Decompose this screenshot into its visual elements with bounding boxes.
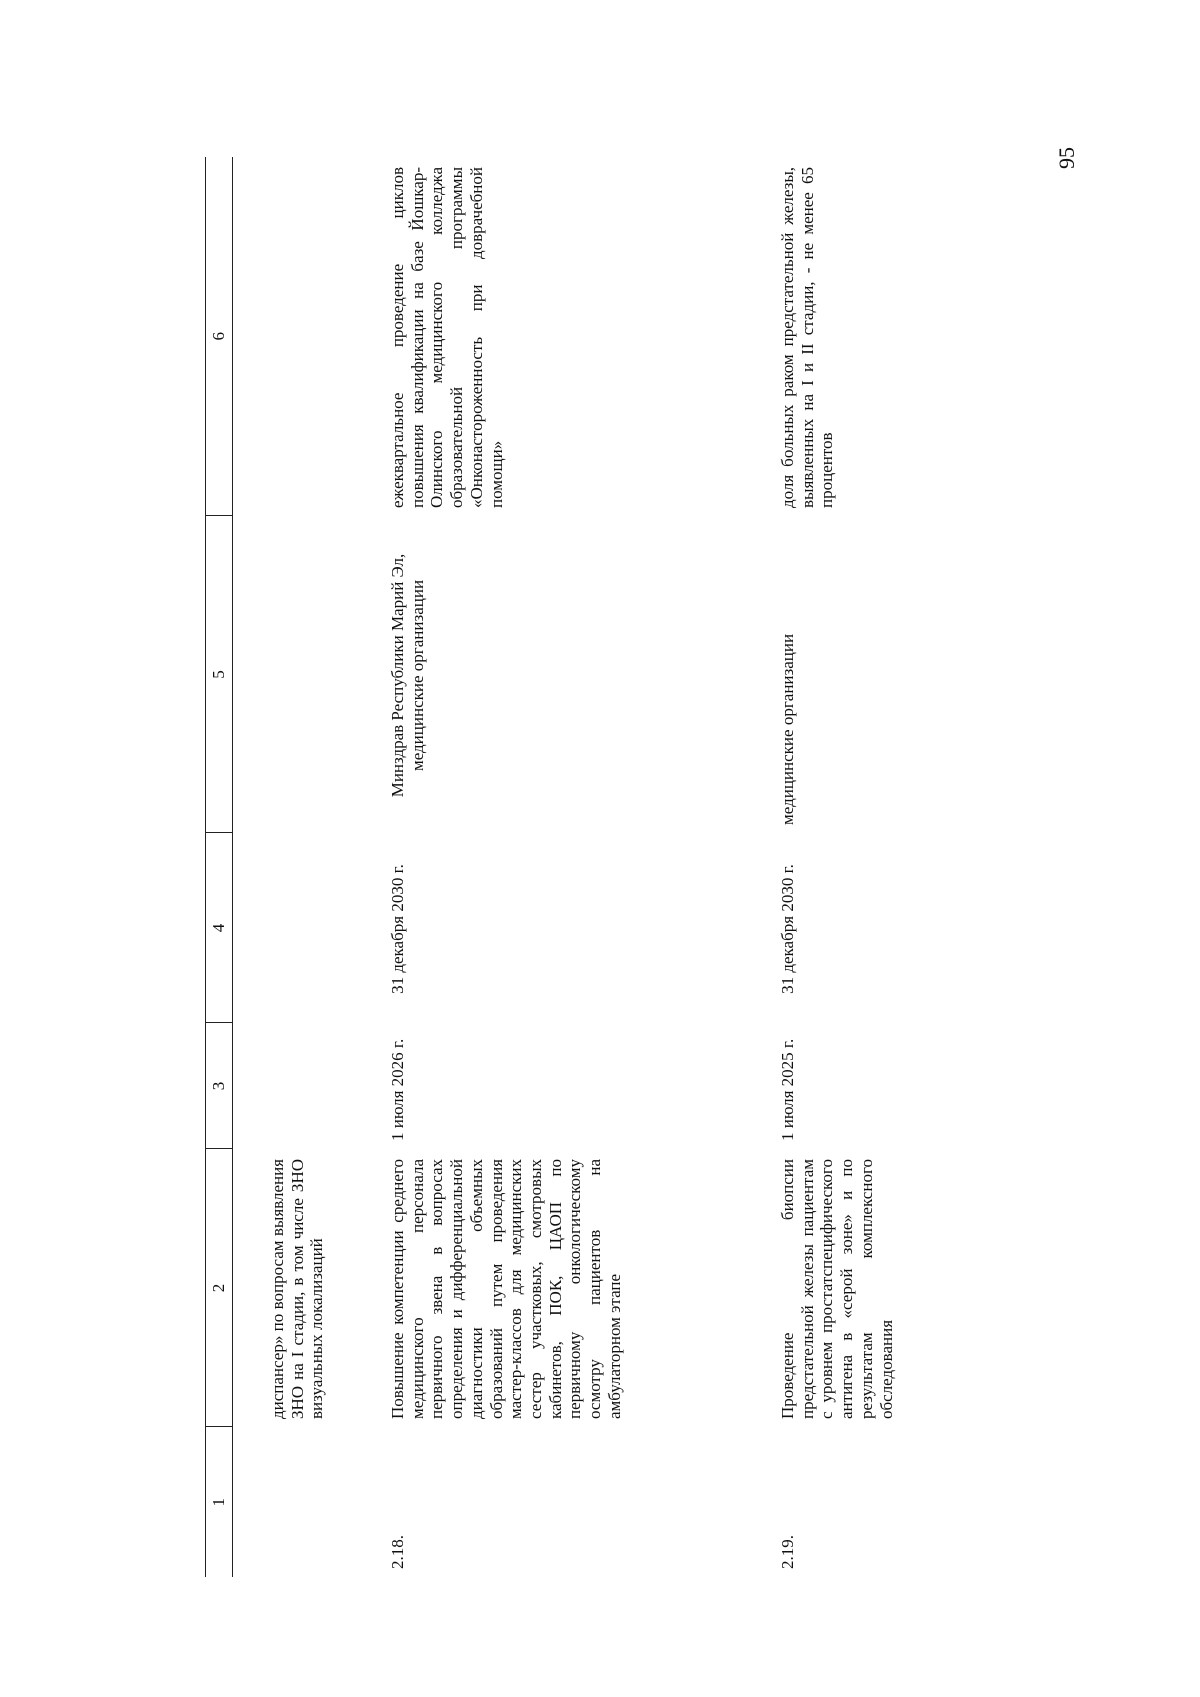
column-header-2: 2 xyxy=(206,1149,233,1427)
start-date: 1 июля 2025 г. xyxy=(778,1038,797,1141)
column-header-5: 5 xyxy=(206,516,233,833)
table-row xyxy=(778,157,896,1577)
page-number: 95 xyxy=(1054,147,1079,169)
measure-description: Повышение компетенции среднего медицинского персонала первичного звена в вопросах определения и дифференциальной диагностики объемных образований путем проведения мастер-классов для медицинских сестер участковых, смотровых кабинетов, ПОК, ЦАОП по первичному онкологическому осмотру пациентов на амбулаторном этапе xyxy=(388,1159,624,1419)
measure-description: диспансер» по вопросам выявления ЗНО на I стадии, в том числе ЗНО визуальных локализаций xyxy=(268,1159,327,1419)
column-header-4: 4 xyxy=(206,833,233,1023)
expected-result: доля больных раком предстательной железы, выявленных на I и II стадии, - не менее 65 процентов xyxy=(778,167,837,508)
row-number: 2.18. xyxy=(388,1535,407,1569)
measure-description: Проведение биопсии предстательной железы пациентам с уровнем простатспецифического антигена в «серой зоне» и по результатам комплексного обследования xyxy=(778,1159,896,1419)
measures-table xyxy=(205,157,896,1577)
start-date: 1 июля 2026 г. xyxy=(388,1038,407,1141)
rotated-table-container xyxy=(205,157,1200,1577)
table-row xyxy=(268,157,388,1577)
table-header-row xyxy=(206,157,233,1577)
end-date xyxy=(268,833,388,1023)
responsible-party: медицинские организации xyxy=(778,633,797,825)
end-date: 31 декабря 2030 г. xyxy=(388,864,407,994)
column-header-3: 3 xyxy=(206,1023,233,1149)
column-header-1: 1 xyxy=(206,1427,233,1577)
responsible-party xyxy=(268,516,388,833)
row-number: 2.19. xyxy=(778,1535,797,1569)
spacer-row xyxy=(233,157,269,1577)
table-row xyxy=(388,157,778,1577)
end-date: 31 декабря 2030 г. xyxy=(778,864,797,994)
column-header-6: 6 xyxy=(206,157,233,516)
expected-result xyxy=(268,157,388,516)
start-date xyxy=(268,1023,388,1149)
responsible-party: Минздрав Республики Марий Эл, медицинские организации xyxy=(388,553,427,798)
row-number xyxy=(268,1427,388,1577)
expected-result: ежеквартальное проведение циклов повышения квалификации на базе Йошкар-Олинского медицинского колледжа образовательной программы «Онконастороженность при доврачебной помощи» xyxy=(388,167,506,508)
